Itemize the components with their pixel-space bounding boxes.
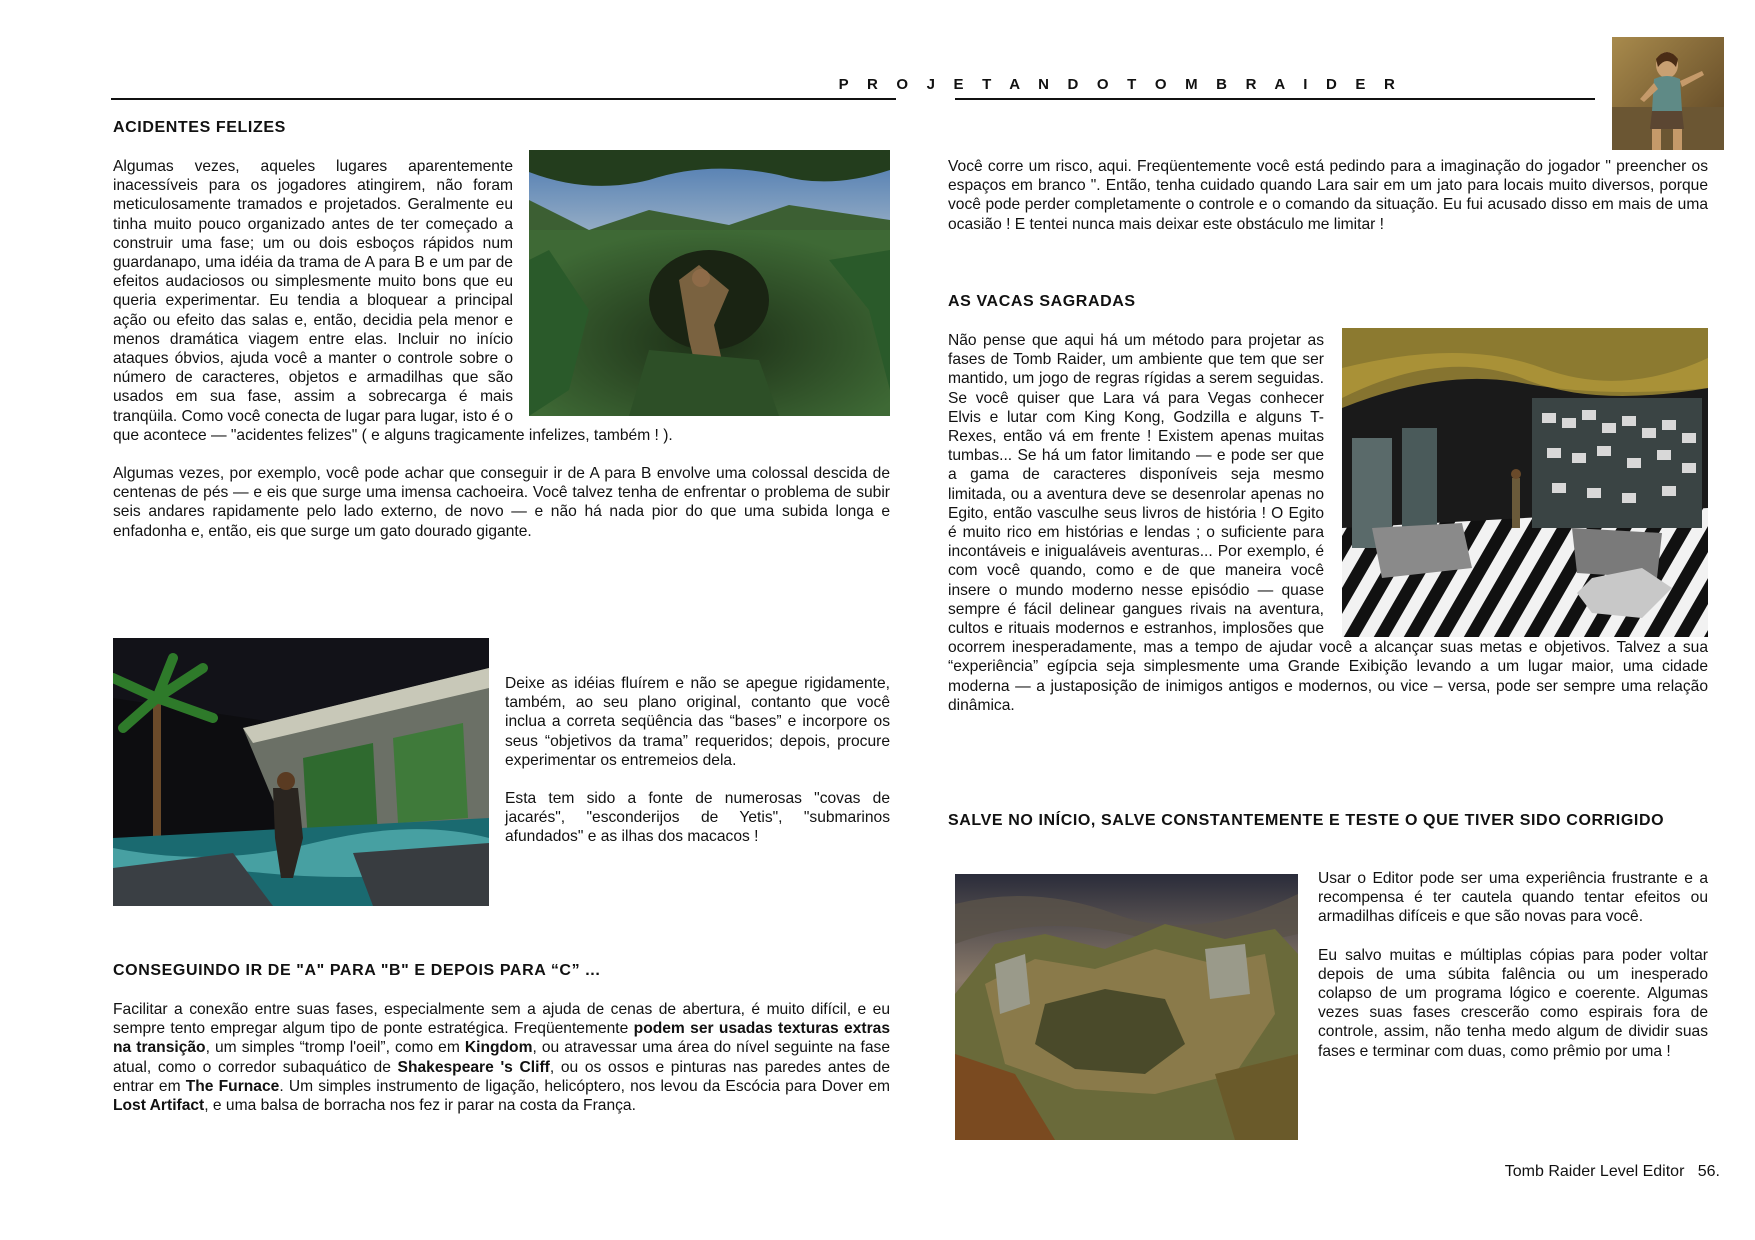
page-header-title: P R O J E T A N D O T O M B R A I D E R: [838, 76, 1402, 93]
jungle-screenshot-image: [529, 150, 890, 416]
paragraph-fonte-numerosas: Esta tem sido a fonte de numerosas "covas de jacarés", "esconderijos de Yetis", "submarinos afundados" e as ilhas dos macacos !: [505, 790, 890, 846]
section-salve-text: [1318, 869, 1708, 1061]
paragraph-facilitar-conexao: Facilitar a conexão entre suas fases, especialmente sem a ajuda de cenas de abertura, é muito difícil, e eu sempre tento empregar algum tipo de ponte estratégica. Freqüentemente podem ser usadas texturas extras na transição, um simples “tromp l'oeil”, como em Kingdom, ou atravessar uma área do nível seguinte na fase atual, como o corredor subaquático de Shakespeare 's Cliff, ou os ossos e pinturas nas paredes antes de entrar em The Furnace. Um simples instrumento de ligação, helicóptero, nos levou da Escócia para Dover em Lost Artifact, e uma balsa de borracha nos fez ir parar na costa da França.: [113, 1001, 890, 1115]
section-conseguindo-text: [113, 1000, 890, 1115]
level-name-kingdom: Kingdom: [464, 1039, 533, 1057]
paragraph-acidentes-1: Algumas vezes, aqueles lugares aparentemente inacessíveis para os jogadores atingirem, não foram meticulosamente tramados e projetados. Geralmente eu tinha muito pouco organizado antes de ter começado a construir uma fase; um ou dois esboços rápidos num guardanapo, uma idéia da trama de A para B e um par de efeitos audaciosos ou simplesmente muito bons que eu queria experimentar. Eu tendia a bloquear a principal ação ou efeito das salas e, então, decidia pela menor e menos dramática viagem entre elas. Incluir no início ataques óbvios, ajuda você a manter o controle sobre o número de caracteres, objetos e armadilhas que são usados em sua fase, assim a sobrecarga é mais tranqüila. Como você conecta de lugar para lugar, isto é o que acontece — "acidentes felizes" ( e alguns tragicamente infelizes, também ! ).: [113, 158, 673, 444]
page-footer: [1505, 1163, 1720, 1181]
paragraph-voce-corre-risco: Você corre um risco, aqui. Freqüentemente você está pedindo para a imaginação do jogador " preencher os espaços em branco ". Então, tenha cuidado quando Lara sair em um jato para locais muito diversos, porque você pode perder completamente o controle e o comando da situação. Eu fui acusado disso em mais de uma ocasião ! E tentei nunca mais deixar este obstáculo me limitar !: [948, 158, 1708, 233]
heading-conseguindo-ir: CONSEGUINDO IR DE "A" PARA "B" E DEPOIS PARA “C” ...: [113, 962, 601, 979]
section-vacas-sagradas-text: [948, 331, 1708, 715]
page-number: 56.: [1697, 1163, 1720, 1180]
level-name-the-furnace: The Furnace: [185, 1077, 280, 1095]
heading-salve-no-inicio: SALVE NO INÍCIO, SALVE CONSTANTEMENTE E TESTE O QUE TIVER SIDO CORRIGIDO: [948, 812, 1665, 829]
header-rule-right: [955, 98, 1595, 100]
paragraph-nao-pense: Não pense que aqui há um método para projetar as fases de Tomb Raider, um ambiente que tem que ser mantido, um jogo de regras rígidas a serem seguidas. Se você quiser que Lara vá para Vegas conhecer Elvis e lutar com King Kong, Godzilla e alguns T-Rexes, então vá em frente ! Existem apenas muitas tumbas... Se há um fator limitando — e pode ser que a gama de caracteres disponíveis seja mesmo limitada, ou a aventura deve se desenrolar apenas no Egito, então vasculhe seus livros de história ! O Egito é muito rico em histórias e lendas ; o suficiente para incontáveis e inigualáveis aventuras... Por exemplo, é com você quando, como e de que maneira você insere o mundo moderno nesse episódio — quase sempre é fácil delinear gangues rivais na aventura, cultos e rituais modernos e estranhos, implosões que ocorrem inesperadamente, mas a tempo de ajudar você a alcançar suas metas e objetivos. Talvez a sua “experiência” egípcia seja simplesmente uma Grande Exibição levando a um lugar maior, uma cidade moderna — a justaposição de inimigos antigos e modernos, ou vice – versa, pode ser sempre uma relação dinâmica.: [948, 332, 1708, 714]
paragraph-usar-editor: Usar o Editor pode ser uma experiência frustrante e a recompensa é ter cautela quando tentar efeitos ou armadilhas difíceis e que são novas para você.: [1318, 870, 1708, 926]
footer-title: Tomb Raider Level Editor: [1504, 1163, 1685, 1180]
level-name-lost-artifact: Lost Artifact: [113, 1097, 205, 1115]
heading-vacas-sagradas: AS VACAS SAGRADAS: [948, 293, 1136, 310]
courtyard-palm-screenshot-image: [113, 638, 489, 906]
ruins-screenshot-image: [955, 874, 1298, 1140]
section-acidentes-felizes-text: [113, 157, 890, 541]
paragraph-eu-salvo: Eu salvo muitas e múltiplas cópias para poder voltar depois de uma súbita falência ou um inesperado colapso de um programa lógico e coerente. Algumas vezes suas fases crescerão como espirais fora de controle, assim, não tenha medo algum de dividir suas fases e terminar com duas, como prêmio por uma !: [1318, 946, 1708, 1060]
heading-acidentes-felizes: ACIDENTES FELIZES: [113, 119, 286, 136]
emphasis-texturas-extras: podem ser usadas texturas extras na transição: [113, 1020, 890, 1057]
lara-portrait-image: [1612, 37, 1724, 150]
side-text-block: [505, 674, 890, 847]
right-intro-text: [948, 157, 1708, 234]
egyptian-hall-screenshot-image: [1342, 328, 1708, 637]
paragraph-deixe-ideias: Deixe as idéias fluírem e não se apegue rigidamente, também, ao seu plano original, contanto que você inclua a correta seqüência das “bases” e incorpore os seus “objetivos da trama” requeridos; depois, procure experimentar os entremeios dela.: [505, 675, 890, 769]
level-name-shakespeares-cliff: Shakespeare 's Cliff: [397, 1058, 550, 1076]
paragraph-acidentes-2: Algumas vezes, por exemplo, você pode achar que conseguir ir de A para B envolve uma colossal descida de centenas de pés — e eis que surge uma imensa cachoeira. Você talvez tenha de enfrentar o problema de subir seis andares rapidamente pelo lado externo, de novo — e não há nada pior do que uma subida longa e enfadonha e, então, eis que surge um gato dourado gigante.: [113, 465, 890, 540]
header-rule-left: [111, 98, 896, 100]
